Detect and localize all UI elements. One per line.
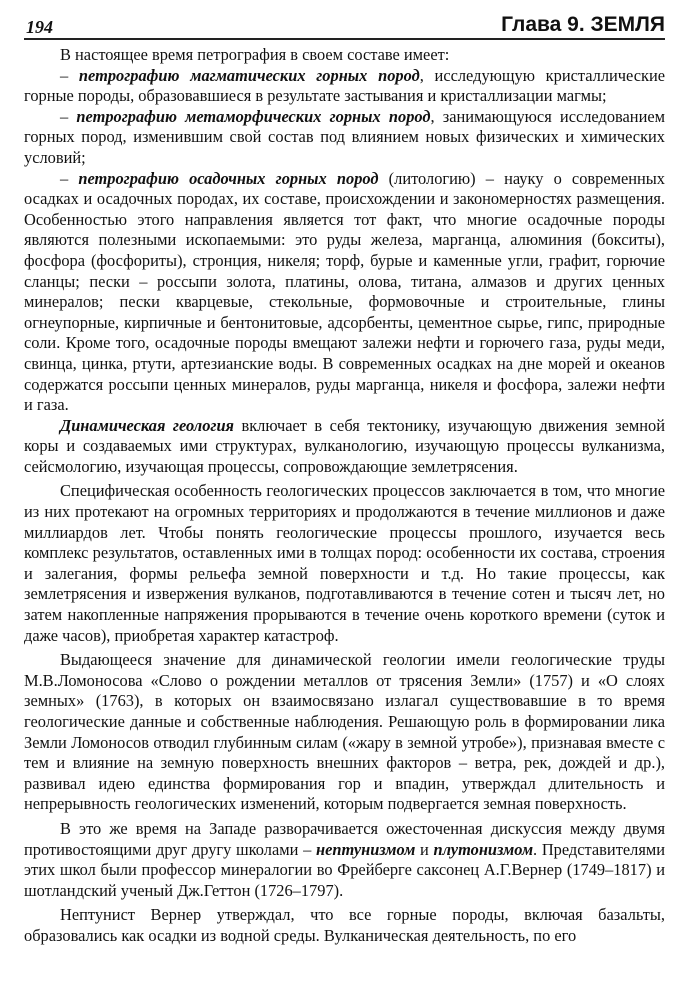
paragraph: Специфическая особенность геологических процессов заключается в том, что многие из них протекают на огромных территориях и продолжаются в течение миллионов и даже миллиардов лет. Чтобы понять геологические процессы прошлого, изучается весь комплекс результатов, оставленных ими в толщах пород: особенности их состава, строения и залегания, формы рельефа земной поверхности и т.д. Но такие процессы, как землетрясения и извержения вулканов, подготавливаются в течение сотен и тысяч лет, но затем накопленные напряжения прорываются в течение очень короткого времени (суток и даже часов), приобретая характер катастроф.: [24, 481, 665, 645]
page-number: 194: [26, 17, 53, 37]
paragraph: Нептунист Вернер утверждал, что все горные породы, включая базальты, образовались как осадки из водной среды. Вулканическая деятельность, по его: [24, 905, 665, 945]
paragraph: Динамическая геология включает в себя тектонику, изучающую движения земной коры и создаваемых ими структурах, вулканологию, изучающую процессы вулканизма, сейсмологию, изучающая процессы, сопровождающие землетрясения.: [24, 415, 665, 476]
paragraph: В настоящее время петрография в своем составе имеет:: [60, 45, 450, 64]
paragraph: – петрографию магматических горных пород, исследующую кристаллические горные породы, образовавшиеся в результате застывания и кристаллизации магмы;: [24, 65, 665, 106]
chapter-title: Глава 9. ЗЕМЛЯ: [501, 13, 665, 36]
term-highlight: нептунизмом: [315, 839, 416, 859]
page-body: [24, 45, 665, 947]
term-highlight: петрографию осадочных горных пород: [78, 168, 379, 188]
paragraph: В это же время на Западе разворачивается ожесточенная дискуссия между двумя противостоящими друг другу школами – нептунизмом и плутонизмом. Представителями этих школ были профессор минералогии во Фрейберге саксонец А.Г.Вернер (1749–1817) и шотландский ученый Дж.Геттон (1726–1797).: [24, 818, 665, 900]
paragraph: – петрографию метаморфических горных пород, занимающуюся исследованием горных пород, изменившим свой состав под влиянием новых физических и химических условий;: [24, 106, 666, 167]
paragraph: – петрографию осадочных горных пород (литологию) – науку о современных осадках и осадочных породах, их составе, происхождении и закономерностях размещения. Особенностью этого направления является тот факт, что многие осадочные породы являются полезными ископаемыми: это руды железа, марганца, алюминия (бокситы), фосфора (фосфориты), стронция, никеля; торф, бурые и каменные угли, графит, горючие сланцы; пески – россыпи золота, платины, олова, титана, алмазов и других ценных минералов; пески кварцевые, стекольные, формовочные и строительные, глины огнеупорные, кирпичные и бентонитовые, адсорбенты, цементное сырье, гипс, природные соли. Кроме того, осадочные породы вмещают залежи нефти и горючего газа, руды меди, свинца, цинка, ртути, артезианские воды. В современных осадках на дне морей и океанов содержатся россыпи ценных минералов, руды марганца, никеля и фосфора, залежи нефти и газа.: [24, 168, 665, 415]
page-header: [24, 8, 665, 40]
term-highlight: Динамическая геология: [60, 415, 234, 435]
term-highlight: петрографию магматических горных пород: [78, 65, 420, 85]
paragraph: Выдающееся значение для динамической геологии имели геологические труды М.В.Ломоносова «Слово о рождении металлов от трясения Земли» (1757) и «О слоях земных» (1763), в которых он взаимосвязано излагал существовавшие в то время геологические данные и собственные наблюдения. Решающую роль в формировании лика Земли Ломоносов отводил глубинным силам («жару в земной утробе»), признавая вместе с тем и влияние на земную поверхность внешних факторов – ветра, рек, дождей и др.), развивал идею единства формирования гор и впадин, утверждал длительность и непрерывность геологических изменений, которым подвергается земная поверхность.: [24, 650, 665, 814]
term-highlight: плутонизмом: [433, 839, 534, 859]
term-highlight: петрографию метаморфических горных пород: [76, 106, 431, 126]
